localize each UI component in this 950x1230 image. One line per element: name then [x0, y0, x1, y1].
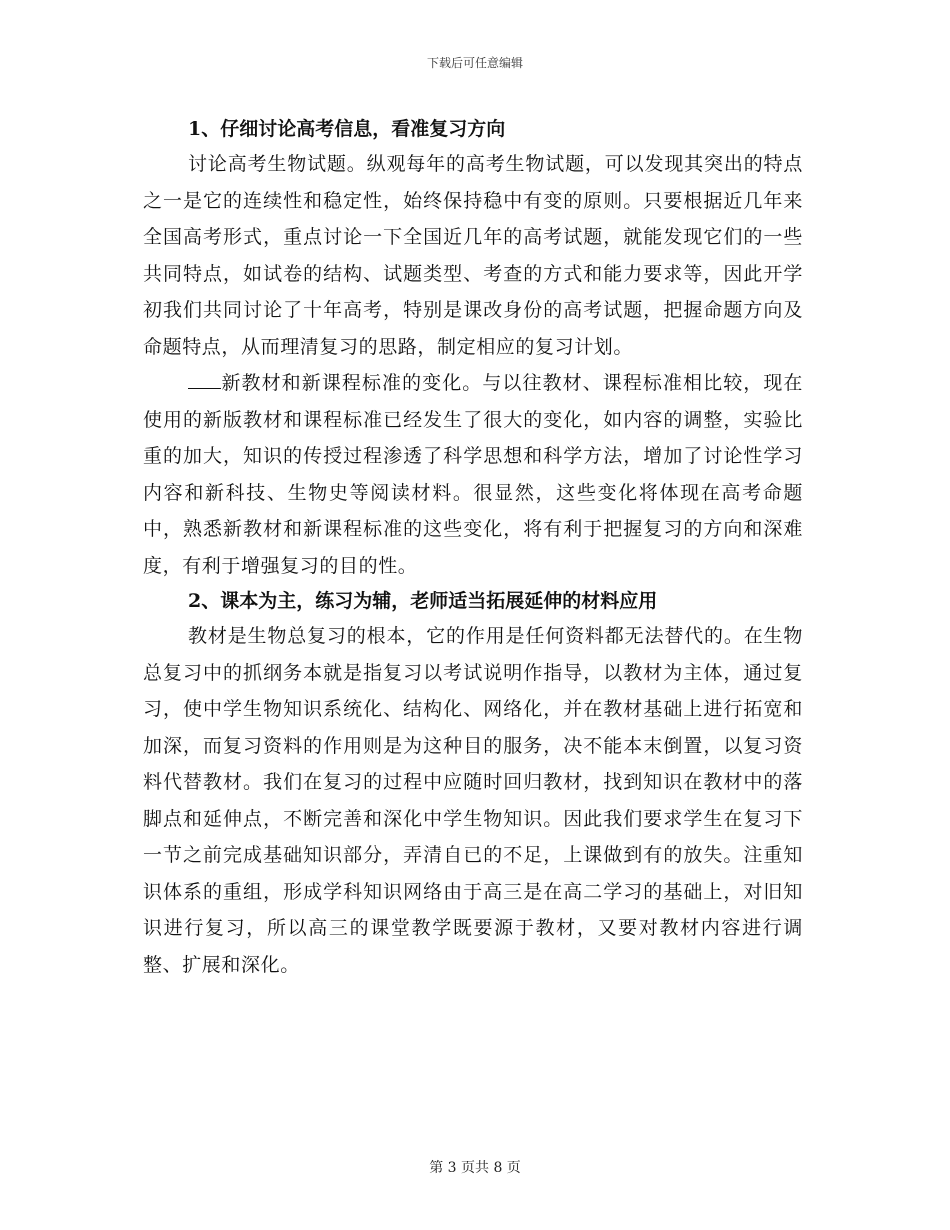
section-2-paragraph-1: 教材是生物总复习的根本，它的作用是任何资料都无法替代的。在生物总复习中的抓纲务本就是指复习以考试说明作指导，以教材为主体，通过复习，使中学生物知识系统化、结构化、网络化，并在教材基础上进行拓宽和加深，而复习资料的作用则是为这种目的服务，决不能本末倒置，以复习资料代替教材。我们在复习的过程中应随时回归教材，找到知识在教材中的落脚点和延伸点，不断完善和深化中学生物知识。因此我们要求学生在复习下一节之前完成基础知识部分，弄清自已的不足，上课做到有的放失。注重知识体系的重组，形成学科知识网络由于高三是在高二学习的基础上，对旧知识进行复习，所以高三的课堂教学既要源于教材，又要对教材内容进行调整、扩展和深化。	[143, 625, 803, 976]
section-1-paragraph-1: 讨论高考生物试题。纵观每年的高考生物试题，可以发现其突出的特点之一是它的连续性和稳定性，始终保持稳中有变的原则。只要根据近几年来全国高考形式，重点讨论一下全国近几年的高考试题，就能发现它们的一些共同特点，如试卷的结构、试题类型、考查的方式和能力要求等，因此开学初我们共同讨论了十年高考，特别是课改身份的高考试题，把握命题方向及命题特点，从而理清复习的思路，制定相应的复习计划。	[143, 153, 803, 358]
section-1-heading: 1、仔细讨论高考信息，看准复习方向	[188, 118, 506, 140]
fill-in-blank	[188, 370, 221, 389]
section-1-paragraph-2-text: 新教材和新课程标准的变化。与以往教材、课程标准相比较，现在使用的新版教材和课程标准已经发生了很大的变化，如内容的调整，实验比重的加大，知识的传授过程渗透了科学思想和科学方法，增加了讨论性学习内容和新科技、生物史等阅读材料。很显然，这些变化将体现在高考命题中，熟悉新教材和新课程标准的这些变化，将有利于把握复习的方向和深难度，有利于增强复习的目的性。	[143, 372, 803, 577]
page-header: 下载后可任意编辑	[426, 56, 523, 70]
section-2-heading: 2、课本为主，练习为辅，老师适当拓展延伸的材料应用	[188, 590, 658, 612]
section-1-paragraph-2	[143, 365, 803, 584]
page-footer: 第 3 页共 8 页	[429, 1160, 521, 1176]
document-body	[143, 112, 803, 983]
